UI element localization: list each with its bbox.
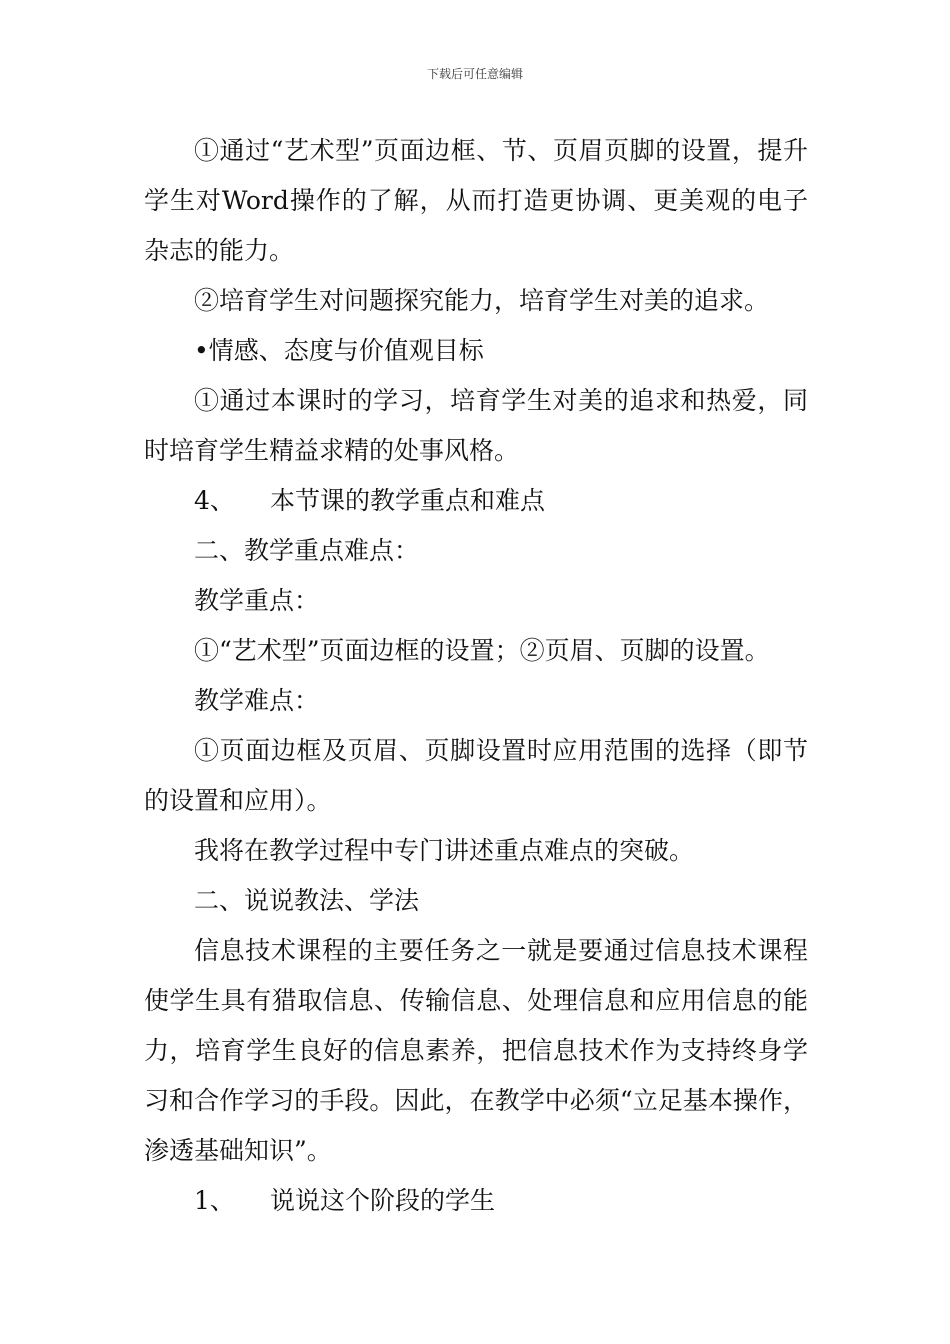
paragraph-key-difficult-heading: 二、教学重点难点： (194, 536, 420, 565)
paragraph-section-1-heading (144, 1176, 808, 1226)
paragraph-difficult-points-label: 教学难点： (194, 686, 320, 715)
paragraph-difficult-points: ①页面边框及页眉、页脚设置时应用范围的选择（即节的设置和应用）。 (144, 736, 808, 815)
document-body (144, 126, 808, 1226)
section-title: 说说这个阶段的学生 (270, 1186, 496, 1215)
paragraph-emotion-goal-1: ①通过本课时的学习，培育学生对美的追求和热爱，同时培育学生精益求精的处事风格。 (144, 386, 808, 465)
paragraph-skill-goal-2: ②培育学生对问题探究能力，培育学生对美的追求。 (194, 286, 770, 315)
paragraph-course-task: 信息技术课程的主要任务之一就是要通过信息技术课程使学生具有猎取信息、传输信息、处理信息和应用信息的能力，培育学生良好的信息素养，把信息技术作为支持终身学习和合作学习的手段。因此，在教学中必须“立足基本操作，渗透基础知识”。 (144, 936, 808, 1165)
paragraph-emotion-goal-heading: •情感、态度与价值观目标 (194, 336, 484, 365)
paragraph-key-points-label: 教学重点： (194, 586, 320, 615)
paragraph-key-points: ①“艺术型”页面边框的设置；②页眉、页脚的设置。 (194, 636, 770, 665)
paragraph-breakthrough: 我将在教学过程中专门讲述重点难点的突破。 (194, 836, 695, 865)
section-title: 本节课的教学重点和难点 (270, 486, 546, 515)
section-number: 1、 (194, 1186, 235, 1215)
paragraph-methods-heading: 二、说说教法、学法 (194, 886, 420, 915)
page-header: 下载后可任意编辑 (426, 67, 523, 81)
paragraph-section-4-heading (144, 476, 808, 526)
paragraph-skill-goal-1: ①通过“艺术型”页面边框、节、页眉页脚的设置，提升学生对Word操作的了解，从而打造更协调、更美观的电子杂志的能力。 (144, 136, 808, 265)
section-number: 4、 (194, 486, 235, 515)
